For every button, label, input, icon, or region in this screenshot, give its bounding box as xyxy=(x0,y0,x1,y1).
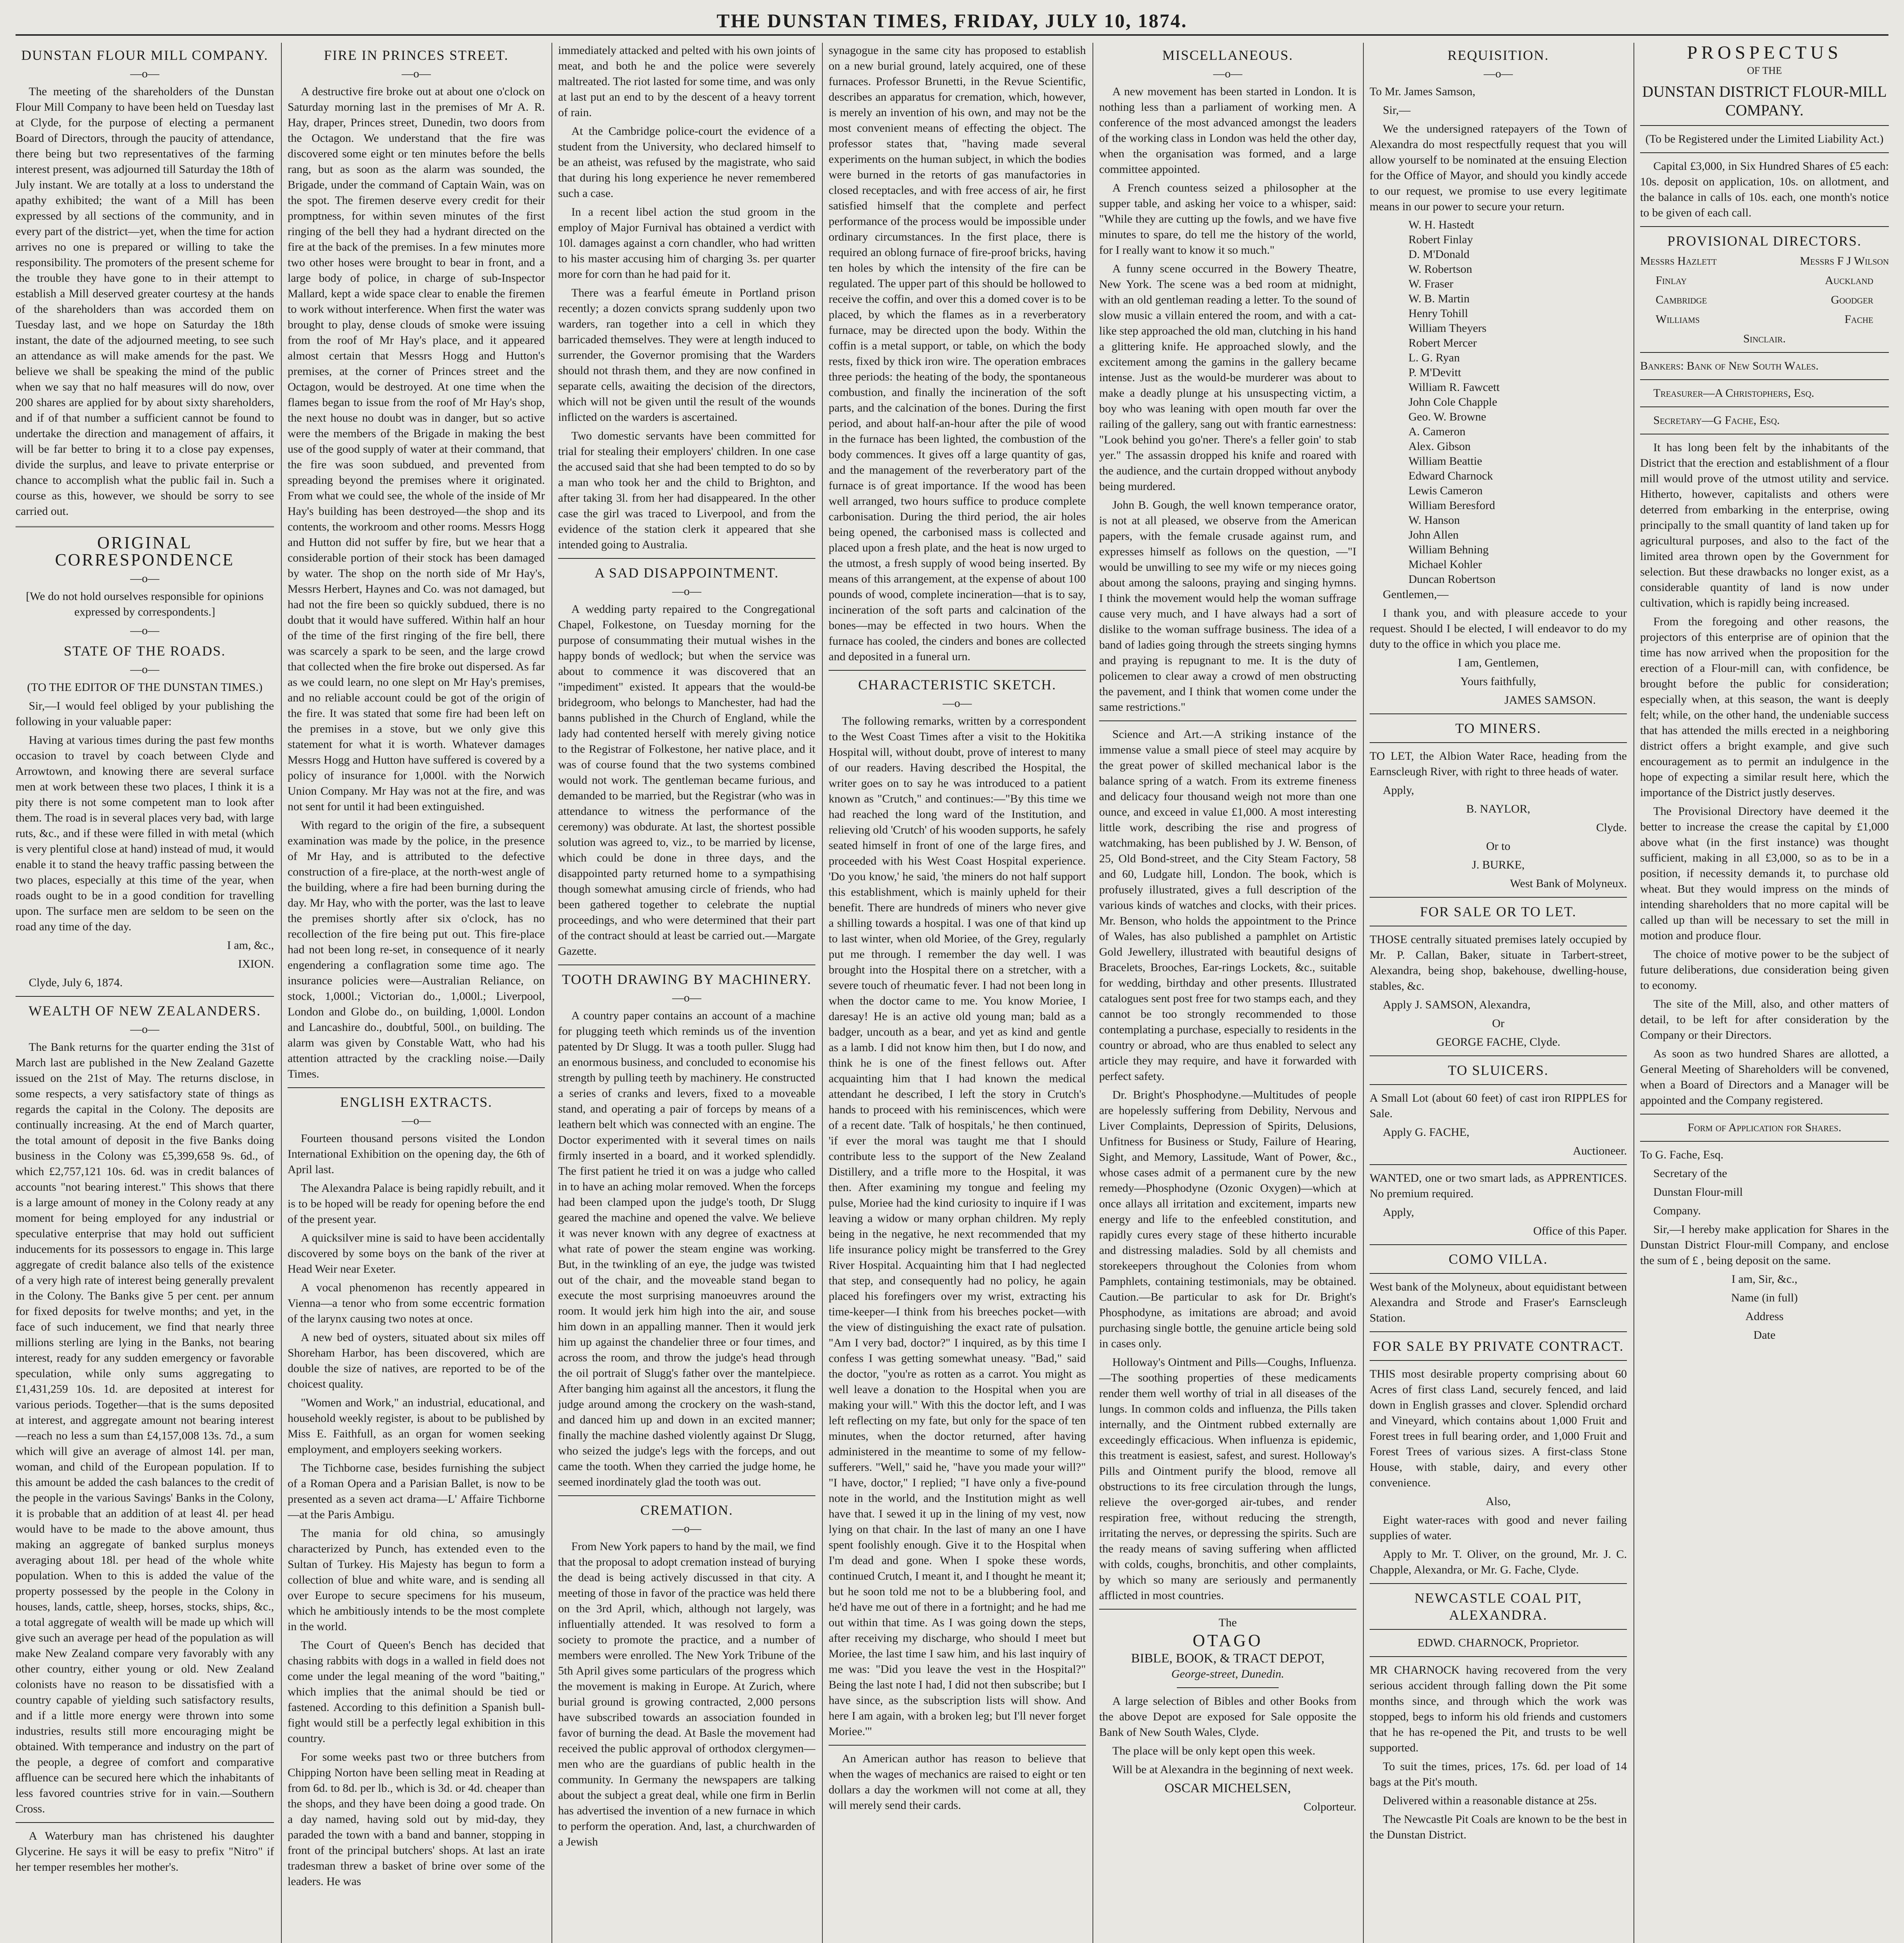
divider: —o— xyxy=(130,67,159,80)
ad-body: Also, xyxy=(1485,1495,1511,1508)
section-title: ORIGINAL CORRESPONDENCE xyxy=(55,533,235,569)
ad-heading: OTAGO xyxy=(1192,1631,1263,1650)
article-title: DUNSTAN FLOUR MILL COMPANY. xyxy=(21,47,269,63)
rule xyxy=(1370,1055,1627,1056)
article-body: Holloway's Ointment and Pills—Coughs, Influenza.—The soothing properties of these medicaments render them well worthy of trial in all diseases of the lungs. In common colds and influenza, the Pills taken internally, and the Ointment rubbed externally are exceedingly efficacious. When influenza is epidemic, this treatment is easiest, safest, and surest. Holloway's Pills and Ointment purify the blood, remove all obstructions to its free circulation through the lungs, relieve the over-gorged air-tubes, and render respiration free, without reducing the strength, irritating the nerves, or depressing the spirits. Such are the ready means of saving suffering when afflicted with colds, coughs, bronchitis, and other complaints, by which so many are seriously and permanently afflicted in most countries. xyxy=(1099,1356,1356,1602)
ad-body: A large selection of Bibles and other Books from the above Depot are exposed for Sale opposite the Bank of New South Wales, Clyde. xyxy=(1099,1695,1356,1739)
article-body: A destructive fire broke out at about one o'clock on Saturday morning last in the premises of Mr A. R. Hay, draper, Princes street, Dunedin, two doors from the Octagon. We understand that the fire was discovered some eight or ten minutes before the bells rang, but as soon as the alarm was sounded, the Brigade, under the command of Captain Wain, was on the spot. The firemen deserve every credit for their promptness, for within seven minutes of the first ringing of the bell they had a hydrant directed on the fire at the back of the premises. In a few minutes more two other hoses were brought to bear in front, and a large body of police, in charge of sub-Inspector Mallard, kept a wide space clear to enable the firemen to work without interference. When first the water was brought to play, dense clouds of smoke were issuing from the roof of Mr Hay's place, and it appeared almost certain that Messrs Hogg and Hutton's premises, at the corner of Princes street and the Octagon, would be destroyed. At one time when the flames began to issue from the roof of Mr Hay's shop, the next house no doubt was in danger, but so active were the members of the Brigade in making the best use of the good supply of water at their command, that the fire was soon subdued, and prevented from spreading beyond the premises where it originated. From what we could see, the whole of the inside of Mr Hay's building has been destroyed—the shop and its contents, the workroom and other rooms. Messrs Hogg and Hutton did not suffer by fire, but we hear that a considerable portion of their stock has been damaged by water. The shop on the north side of Mr Hay's, Messrs Herbert, Haynes and Co. was not damaged, but had not the fire been so quickly subdued, there is no doubt that it would have suffered. Within half an hour of the time of the first ringing of the fire bell, there was scarcely a spark to be seen, and the large crowd that collected when the fire broke out dispersed. As far as we could learn, no one slept on Mr Hay's premises, and no reliable account could be got of the origin of the fire. It was stated that some fire had been left on the premises in a stove, but we only give this statement for what it is worth. Whatever damages Messrs Hogg and Hutton have suffered is covered by a policy of insurance for 1,000l. with the Norwich Union Company. Mr Hay was not at the fire, and was not sent for until it had been extinguished. xyxy=(288,85,545,813)
divider: —o— xyxy=(672,1522,702,1535)
director-row xyxy=(1640,253,1889,269)
divider: —o— xyxy=(130,1023,159,1036)
ad-location: West Bank of Molyneux. xyxy=(1510,877,1627,890)
article-body: A funny scene occurred in the Bowery Theatre, New York. The scene was a bed room at midnight, with an old gentleman reading a letter. To the sound of slow music a villain entered the room, and with a cat-like step approached the old man, clutching in his hand a glittering knife. He approached slowly, and the excitement among the gamins in the gallery became intense. Just as the would-be murderer was about to make a deadly plunge at his unsuspecting victim, a boy who was leaning with open mouth far over the railing of the gallery, sang out with frantic earnestness: "Look behind you go'ner. There's a feller goin' to stab yer." The assassin dropped his knife and roared with the audience, and the curtain dropped without anybody being murdered. xyxy=(1099,262,1356,493)
ad-title: FOR SALE OR TO LET. xyxy=(1420,904,1577,919)
ad-title: TO MINERS. xyxy=(1455,720,1541,736)
article-body: John B. Gough, the well known temperance orator, is not at all pleased, we observe from the American papers, with the female crusade against rum, and expresses himself as follows on the question, —"I would be unwilling to see my wife or my nieces going about among the saloons, praying and singing hymns. I think the movement would help the woman suffrage cause very much, and I have always had a sort of dislike to the woman suffrage business. The idea of a band of ladies going through the streets singing hymns and praying is repugnant to me. It is the duty of policemen to clear away a crowd of men obstructing the pavement, and I think that women come under the same restrictions." xyxy=(1099,499,1356,713)
reply-closing: Yours faithfully, xyxy=(1460,675,1536,688)
ad-name: GEORGE FACHE, Clyde. xyxy=(1436,1036,1560,1048)
article-title: CREMATION. xyxy=(640,1502,733,1518)
column-7 xyxy=(1640,43,1889,1943)
signatory: Robert Mercer xyxy=(1408,337,1477,349)
form-field-address: Address xyxy=(1745,1310,1784,1323)
column-rule xyxy=(1633,43,1634,1943)
signatory: A. Cameron xyxy=(1408,425,1466,438)
rule xyxy=(1370,1360,1627,1361)
ad-body: A Small Lot (about 60 feet) of cast iron RIPPLES for Sale. xyxy=(1370,1092,1627,1120)
signatory: W. B. Martin xyxy=(1408,292,1470,305)
director-name: Fache xyxy=(1845,313,1873,326)
signatory: W. Robertson xyxy=(1408,263,1472,276)
prospectus-body: It has long been felt by the inhabitants of the District that the erection and establishment of a flour mill would prove of the utmost utility and service. Hitherto, however, capitalists and others were deterred from embarking in the enterprise, owing principally to the small quantity of land taken up for agricultural purposes, and also to the fact of the limited area thrown open by the Government for selection. But these drawbacks no longer exist, as a considerable quantity of land is now under cultivation, which is rapidly being increased. xyxy=(1640,441,1889,609)
divider: —o— xyxy=(672,585,702,598)
rule xyxy=(1640,406,1889,407)
letter-closing: I am, &c., xyxy=(227,939,274,952)
article-body: At the Cambridge police-court the evidence of a student from the University, who declared himself to be an atheist, was refused by the magistrate, who said that during his long experience he never remembered such a case. xyxy=(558,125,815,200)
ad-heading-small: The xyxy=(1218,1616,1237,1629)
ad-role: Colporteur. xyxy=(1304,1800,1356,1813)
ad-signature: OSCAR MICHELSEN, xyxy=(1164,1781,1291,1795)
ad-name: B. NAYLOR, xyxy=(1466,802,1531,815)
article-body: The following remarks, written by a correspondent to the West Coast Times after a visit to the Hokitika Hospital will, without doubt, prove of interest to many of our readers. Having described the Hospital, the writer goes on to say he was introduced to a patient known as "Crutch," and continues:—"By this time we had reached the long ward of the Institution, and relieving old 'Crutch' of his wooden supports, he safely seated himself in front of one of the large fires, and proceeded with his West Coast Hospital experience. 'Do you know,' he said, 'the miners do not half support this establishment, which is mainly upheld for their benefit. There are hundreds of miners who never give a shilling towards a hospital. I was one of that kind up to last winter, when old Moriee, of the Grey, regularly put me through. I remember the day well. I was brought into the Hospital there on a stretcher, with a severe touch of rheumatic fever. I had not been long in when the doctor came to me. You know Moriee, I daresay! He is an active old young man; bald as a badger, uncouth as a bear, and yet as kind and gentle as a lamb. I did not know him then, but I do now, and think he is one of the finest fellows out. After acquainting him that I had known the medical attendant he described, I left the story in Crutch's hands to proceed with his reminiscences, which were of a recent date. 'Talk of hospitals,' he then continued, 'if ever the moral was taught me that I should contribute less to the support of the New Zealand Distillery, and a trifle more to the Hospital, it was then. After examining my tongue and feeling my pulse, Moriee had the kind curiosity to inquire if I was leaving a widow or many orphan children. My reply being in the negative, he next recommended that my life insurance policy might be transferred to the Grey River Hospital. Acquainting him that I had neglected that step, and consequently had no policy, he again placed his forefingers over my wrist, extracting his time-keeper—I think from his breeches pocket—with the view of distinguishing the exact rate of pulsation. "Am I very bad, doctor?" I inquired, as by this time I confess I was getting somewhat uneasy. "Bad," said the doctor, "you're as rotten as a carrot. You might as well leave a donation to the Hospital when you are making your will." With this the doctor left, and I was left reflecting on my fate, but only for the space of ten minutes, when the doctor returned, after having administered in the meantime to some of my fellow-sufferers. "Well," said he, "have you made your will?" "I have, doctor," I replied; "I have only a five-pound note in the world, and the Institution might as well have that. I sewed it up in the lining of my vest, now lying on that chair. In the last of many an one I have spent foolishly enough. Give it to the Hospital when I'm dead and gone. When I spoke these words, continued Crutch, I meant it, and I thought he meant it; but he soon told me not to be a blubbering fool, and he'd have me out of there in a fortnight; and he had me out within that time. As I was going down the steps, after receiving my discharge, who should I meet but Moriee, the last time I saw him, and his last inquiry of me was: "Did you leave the vest in the Hospital?" Being the last note I had, I did not then subscribe; but I have since, as the subscription lists will show. And here I am again, with a broken leg; but I'll never forget Moriee.'" xyxy=(829,715,1086,1738)
signatory: W. Fraser xyxy=(1408,277,1454,290)
signatory: John Allen xyxy=(1408,528,1459,541)
form-closing: I am, Sir, &c., xyxy=(1731,1273,1798,1285)
article-body: "Women and Work," an industrial, educational, and household weekly register, is about to be published by Miss E. Faithfull, as an organ for women seeking employment, and employers seeking workers. xyxy=(288,1396,545,1456)
reply-salutation: Gentlemen,— xyxy=(1383,588,1449,601)
article-title: MISCELLANEOUS. xyxy=(1162,47,1293,63)
rule xyxy=(1370,713,1627,714)
article-body: The Tichborne case, besides furnishing the subject of a Roman Opera and a Parisian Ballet, is now to be presented as a seven act drama—L' Affaire Tichborne—at the Paris Ambigu. xyxy=(288,1462,545,1521)
rule xyxy=(1640,1114,1889,1115)
article-body: There was a fearful émeute in Portland prison recently; a dozen convicts sprang suddenly upon two warders, ran together into a cell in which they barricaded themselves. They were at length induced to surrender, the Governor promising that the Warders should not thrash them, and they are now confined in separate cells, awaiting the decision of the directors, which will not be given until the result of the wounds inflicted on the warders is ascertained. xyxy=(558,286,815,424)
prospectus-body: As soon as two hundred Shares are allotted, a General Meeting of Shareholders will be convened, when a Board of Directors and a Manager will be appointed and the Company registered. xyxy=(1640,1047,1889,1107)
capital-statement: Capital £3,000, in Six Hundred Shares of £5 each: 10s. deposit on application, 10s. on allotment, and the balance in calls of 10s. each, one month's notice to be given of each call. xyxy=(1640,160,1889,219)
ad-apply: Apply, xyxy=(1383,1206,1414,1219)
article-body: Dr. Bright's Phosphodyne.—Multitudes of people are hopelessly suffering from Debility, Nervous and Liver Complaints, Depression of Spirits, Delusions, Unfitness for Business or Study, Failure of Hearing, Sight, and Memory, Lassitude, Want of Power, &c., whose cases admit of a permanent cure by the new remedy—Phosphodyne (Ozonic Oxygen)—which at once allays all irritation and excitement, imparts new energy and life to the enfeebled constitution, and rapidly cures every stage of these hitherto incurable and distressing maladies. Sold by all chemists and storekeepers throughout the Colonies from whom Pamphlets, containing testimonials, may be obtained. Caution.—Be particular to ask for Dr. Bright's Phosphodyne, as imitations are abroad; and avoid purchasing single bottle, the genuine article being sold in cases only. xyxy=(1099,1088,1356,1350)
article-body: Having at various times during the past few months occasion to travel by coach between Clyde and Arrowtown, and knowing there are several surface men at work between these two places, I think it is a pity there is not some competent man to look after them. The road is in several places very bad, with large ruts, &c., and if these were filled in with metal (which is very plentiful close at hand) instead of mud, it would enable it to stand the heavy traffic passing between the two places, especially at this time of the year, when roads ought to be in a good condition for travelling upon. The surface men are seldom to be seen on the road any time of the day. xyxy=(16,734,274,933)
letter-address: (TO THE EDITOR OF THE DUNSTAN TIMES.) xyxy=(27,681,263,694)
article-body: The meeting of the shareholders of the Dunstan Flour Mill Company to have been held on Tuesday last at Clyde, for the purpose of electing a permanent Board of Directors, through the paucity of attendance, there being but two representatives of the farming interest present, was adjourned till Saturday the 18th of July instant. We are totally at a loss to understand the apathy exhibited; the want of a Mill has been expressed by all sections of the community, and in every part of the district—yet, when the time for action arrives no one is prepared or willing to take the responsibility. The promoters of the present scheme for the trouble they have gone to in their attempt to establish a Mill deserved greater courtesy at the hands of the shareholders than was accorded them on Tuesday last, and we hope on Saturday the 18th instant, the date of the adjourned meeting, to see such an attendance as will make amends for the past. We believe we shall be speaking the mind of the public when we say that no half measures will do now, over 200 shares are applied for by about sixty shareholders, and if of that number a sufficient cannot be found to undertake the direction and management of affairs, it will be far better to bring it to a close pay expenses, divide the surplus, and leave to private enterprise or chance to accomplish what the public fail in. Such a course as this, however, we should be sorry to see carried out. xyxy=(16,85,274,518)
rule xyxy=(1177,1687,1279,1688)
article-body: The Bank returns for the quarter ending the 31st of March last are published in the New Zealand Gazette issued on the 21st of May. The returns disclose, in some respects, a very satisfactory state of things as regards the capital in the Colony. The deposits are continually increasing. At the end of March quarter, the total amount of deposit in the five Banks doing business in the Colony was £5,399,658 9s. 6d., of which £2,757,121 10s. 6d. was in credit balances of accounts "not bearing interest." This shows that there is a large amount of money in the Colony ready at any moment for being employed for any industrial or speculative enterprise that may hold out sufficient inducements for its possessors to engage in. This large aggregate of credit balance also tells of the existence of a very high rate of interest being generally prevalent in the Colony. The Banks give 5 per cent. per annum for fixed deposits for twelve months; and yet, in the face of such inducement, we find that nearly three millions sterling are lying in the Banks, not bearing interest, ready for any sudden emergency or favorable speculation, while only sums aggregating to £1,431,259 10s. 1d. are deposited at interest for various periods. Together—that is the sums deposited at interest, and aggregate amount not bearing interest—reach no less a sum than £4,157,008 13s. 7d., a sum which will give an average of almost 14l. per man, woman, and child of the European population. If to this amount be added the cash balances to the credit of the people in the various Savings' Banks in the Colony, it is probable that an addition of at least 4l. per head would have to be made to the above amount, thus making an aggregate of banked surplus moneys averaging about 18l. per head of the whole white population. When to this is added the value of the property possessed by the people in the Colony in houses, lands, cattle, sheep, horses, stocks, ships, &c., a total aggregate of wealth will be made up which will give such an average per head of the population as will make New Zealand compare very favorably with any other country, either young or old. New Zealand colonists have no reason to be dissatisfied with a country capable of yielding such satisfactory results, and if a little more energy were thrown into some industries, results still more encouraging might be obtained. With temperance and industry on the part of the people, a degree of comfort and comparative affluence can be secured here which the inhabitants of less favored countries strive for in vain.—Southern Cross. xyxy=(16,1041,274,1815)
ad-body: WANTED, one or two smart lads, as APPRENTICES. No premium required. xyxy=(1370,1172,1627,1200)
director-name: Auckland xyxy=(1825,274,1873,287)
ad-body: MR CHARNOCK having recovered from the very serious accident through falling down the Pit some months since, and through which the work was stopped, begs to inform his old friends and customers that he has re-opened the Pit, and trusts to be well supported. xyxy=(1370,1664,1627,1754)
ad-role: Auctioneer. xyxy=(1572,1144,1627,1157)
signatory: Edward Charnock xyxy=(1408,469,1493,482)
form-field-date: Date xyxy=(1753,1329,1776,1341)
signatory: William R. Fawcett xyxy=(1408,381,1500,394)
form-addressee: Secretary of the xyxy=(1653,1167,1727,1180)
reply-body: I thank you, and with pleasure accede to your request. Should I be elected, I will endeavor to do my duty to the office in which you place me. xyxy=(1370,607,1627,651)
signatory: Henry Tohill xyxy=(1408,307,1468,320)
rule xyxy=(829,1745,1086,1746)
rule xyxy=(1640,152,1889,153)
ad-body: The Newcastle Pit Coals are known to be the best in the Dunstan District. xyxy=(1370,1813,1627,1841)
column-rule xyxy=(281,43,282,1943)
prospectus-title: PROSPECTUS xyxy=(1687,43,1842,63)
form-title: Form of Application for Shares. xyxy=(1688,1121,1841,1134)
prospectus-body: The Provisional Directory have deemed it the better to increase the crease the capital by £1,000 above what (in the first instance) was thought sufficient, making in all £3,000, so as to be in a position, if necessity demands it, to purchase old wheat. But they would impress on the minds of intending shareholders that no more capital will be called up than will be necessary to set the mill in motion and produce flour. xyxy=(1640,805,1889,942)
rule xyxy=(558,1495,815,1496)
rule xyxy=(1099,720,1356,721)
article-title: TOOTH DRAWING BY MACHINERY. xyxy=(562,972,812,987)
divider: —o— xyxy=(130,624,159,637)
director-name: Finlay xyxy=(1656,274,1687,287)
rule xyxy=(1370,1583,1627,1584)
article-body: Sir,—I would feel obliged by your publishing the following in your valuable paper: xyxy=(16,699,274,728)
directors-title: PROVISIONAL DIRECTORS. xyxy=(1667,233,1862,249)
rule xyxy=(1370,1164,1627,1165)
rule xyxy=(1370,1084,1627,1085)
ad-location: Clyde. xyxy=(1596,821,1627,834)
director-name: Williams xyxy=(1656,313,1700,326)
rule xyxy=(16,1822,274,1823)
requisition-body: We the undersigned ratepayers of the Town of Alexandra do most respectfully request that you will allow yourself to be nominated at the ensuing Election for the Office of Mayor, and should you kindly accede to our request, we promise to use every legitimate means in our power to secure your return. xyxy=(1370,122,1627,213)
rule xyxy=(1640,125,1889,126)
article-body: From New York papers to hand by the mail, we find that the proposal to adopt cremation instead of burying the dead is being actively discussed in that city. A meeting of those in favor of the practice was held there on the 3rd April, which, although not largely, was influentially attended. It was resolved to form a society to promote the practice, and a number of members were enrolled. The New York Tribune of the 5th April gives some particulars of the progress which the movement is making in Europe. At Zurich, where burial ground is growing contracted, 2,000 persons have subscribed towards an association founded in favor of burning the dead. At Basle the movement had received the public approval of orthodox clergymen—men who are the guardians of public health in the community. In Germany the newspapers are talking about the subject a great deal, while one firm in Berlin has advertised the invention of a new furnace in which to perform the operation. And, last, a churchwarden of a Jewish xyxy=(558,1540,815,1848)
rule xyxy=(1640,226,1889,227)
reply-signature: JAMES SAMSON. xyxy=(1504,694,1596,706)
signatory: Lewis Cameron xyxy=(1408,484,1483,497)
rule xyxy=(1640,379,1889,380)
signatory: William Behning xyxy=(1408,543,1489,556)
column-3 xyxy=(558,43,815,1943)
article-body: A new movement has been started in London. It is nothing less than a parliament of working men. A conference of the most advanced amongst the leaders of the working class in London was held the other day, when the organisation was formed, and a large committee appointed. xyxy=(1099,85,1356,176)
rule xyxy=(1370,1273,1627,1274)
divider: —o— xyxy=(401,1114,431,1127)
column-rule xyxy=(1363,43,1364,1943)
editor-note: [We do not hold ourselves responsible for opinions expressed by correspondents.] xyxy=(26,590,264,618)
secretary: Secretary—G Fache, Esq. xyxy=(1653,414,1780,427)
signatory: D. M'Donald xyxy=(1408,248,1470,261)
signatory: W. Hanson xyxy=(1408,514,1460,527)
divider: —o— xyxy=(672,991,702,1004)
rule xyxy=(1370,1629,1627,1630)
signatory: Alex. Gibson xyxy=(1408,440,1471,453)
article-body: Two domestic servants have been committed for trial for stealing their employers' children. In one case the accused said that she had been tempted to do so by a man who took her and the child to Brighton, and after taking 3l. from her had disappeared. In the other case the girl was traced to Liverpool, and from the evidence of the station clerk it appeared that she intended going to Australia. xyxy=(558,429,815,551)
article-title: WEALTH OF NEW ZEALANDERS. xyxy=(28,1003,261,1019)
column-rule xyxy=(551,43,552,1943)
ad-apply: Apply J. SAMSON, Alexandra, xyxy=(1383,998,1531,1011)
ad-subheading: BIBLE, BOOK, & TRACT DEPOT, xyxy=(1131,1651,1325,1666)
column-rule xyxy=(1092,43,1093,1943)
column-1 xyxy=(16,43,274,1943)
rule xyxy=(16,526,274,527)
rule xyxy=(1370,742,1627,743)
signatory: Michael Kohler xyxy=(1408,558,1482,571)
article-body: An American author has reason to believe that when the wages of mechanics are raised to eight or ten dollars a day the workmen will not come at all, they will merely send their cards. xyxy=(829,1752,1086,1812)
rule xyxy=(16,996,274,997)
ad-body: The place will be only kept open this week. xyxy=(1112,1744,1316,1757)
article-body: A French countess seized a philosopher at the supper table, and asking her voice to a whisper, said: "While they are cutting up the fowls, and we have five minutes to spare, do tell me the history of the world, for I really want to know it so much." xyxy=(1099,181,1356,256)
form-addressee: To G. Fache, Esq. xyxy=(1640,1148,1724,1161)
ad-body: THOSE centrally situated premises lately occupied by Mr. P. Callan, Baker, situate in Tarbert-street, Alexandra, being shop, bakehouse, dwelling-house, stables, &c. xyxy=(1370,933,1627,992)
article-body: A quicksilver mine is said to have been accidentally discovered by some boys on the bank of the river at Head Weir near Exeter. xyxy=(288,1231,545,1275)
ad-location: Office of this Paper. xyxy=(1533,1224,1627,1237)
article-title: ENGLISH EXTRACTS. xyxy=(340,1094,492,1110)
article-body: A new bed of oysters, situated about six miles off Shoreham Harbor, has been discovered, which are double the size of natives, are reported to be of the choicest quality. xyxy=(288,1331,545,1390)
ad-title: FOR SALE BY PRIVATE CONTRACT. xyxy=(1372,1338,1624,1354)
prospectus-body: The site of the Mill, also, and other matters of detail, to be left for after consideration by the Company or their Directors. xyxy=(1640,998,1889,1041)
ad-address: George-street, Dunedin. xyxy=(1171,1667,1284,1680)
prospectus-body: From the foregoing and other reasons, the projectors of this enterprise are of opinion that the time has now arrived when the proposition for the erection of a Flour-mill can, with confidence, be brought before the public for consideration; especially when, at this season, the want is deeply felt; while, on the other hand, the undeniable success that has attended the mills erected in a neighboring district offers a bright example, and give such encouragement as to permit an indulgence in the hope of expecting a similar result here, which the importance of the District justly deserves. xyxy=(1640,615,1889,799)
ad-body: Delivered within a reasonable distance at 25s. xyxy=(1383,1794,1597,1807)
signatory: William Theyers xyxy=(1408,322,1487,335)
column-6 xyxy=(1370,43,1627,1943)
rule xyxy=(1640,352,1889,353)
requisition-salutation: Sir,— xyxy=(1383,104,1411,117)
column-2 xyxy=(288,43,545,1943)
bankers: Bankers: Bank of New South Wales. xyxy=(1640,359,1819,372)
masthead: THE DUNSTAN TIMES, FRIDAY, JULY 10, 1874. xyxy=(16,7,1888,36)
article-body: Fourteen thousand persons visited the London International Exhibition on the opening day, the 6th of April last. xyxy=(288,1132,545,1176)
signatory: John Cole Chapple xyxy=(1408,396,1497,408)
article-title: STATE OF THE ROADS. xyxy=(64,643,226,659)
ad-title: COMO VILLA. xyxy=(1449,1251,1548,1267)
divider: —o— xyxy=(942,697,972,710)
ad-or: Or xyxy=(1492,1017,1504,1030)
reply-closing: I am, Gentlemen, xyxy=(1457,656,1539,669)
form-addressee: Dunstan Flour-mill xyxy=(1653,1186,1743,1198)
divider: —o— xyxy=(130,663,159,676)
rule xyxy=(1370,1244,1627,1245)
rule xyxy=(558,558,815,559)
rule xyxy=(288,1087,545,1088)
form-addressee: Company. xyxy=(1653,1204,1701,1217)
ad-apply: Apply G. FACHE, xyxy=(1383,1126,1469,1139)
ad-body: Apply to Mr. T. Oliver, on the ground, Mr. J. C. Chapple, Alexandra, or Mr. G. Fache, Clyde. xyxy=(1370,1548,1627,1576)
article-title: FIRE IN PRINCES STREET. xyxy=(324,47,509,63)
ad-body: West bank of the Molyneux, about equidistant between Alexandra and Strode and Fraser's Earnscleugh Station. xyxy=(1370,1280,1627,1324)
article-title: CHARACTERISTIC SKETCH. xyxy=(858,677,1057,692)
ad-body: THIS most desirable property comprising about 60 Acres of first class Land, securely fenced, and laid down in English grasses and clover. Splendid orchard and Vineyard, which contains about 1,000 Fruit and Forest trees in full bearing order, and 1,000 Fruit and Forest Trees of various sizes. A first-class Stone House, with stable, dairy, and every other convenience. xyxy=(1370,1367,1627,1489)
form-body: Sir,—I hereby make application for Shares in the Dunstan District Flour-mill Company, and enclose the sum of £ , being deposit on the same. xyxy=(1640,1223,1889,1267)
treasurer: Treasurer—A Christophers, Esq. xyxy=(1653,387,1815,399)
article-body: A vocal phenomenon has recently appeared in Vienna—a tenor who from some eccentric formation of the larynx causing two notes at once. xyxy=(288,1281,545,1325)
rule xyxy=(1099,1609,1356,1610)
article-title: A SAD DISAPPOINTMENT. xyxy=(594,565,779,581)
divider: —o— xyxy=(401,67,431,80)
rule xyxy=(1370,1656,1627,1657)
article-body: The Alexandra Palace is being rapidly rebuilt, and it is to be hoped will be ready for opening before the end of the present year. xyxy=(288,1182,545,1226)
signatory: W. H. Hastedt xyxy=(1408,218,1474,231)
article-body: synagogue in the same city has proposed to establish on a new burial ground, lately acquired, one of these furnaces. Professor Brunetti, in the Revue Scientific, describes an apparatus for cremation, which, however, is merely an invention of his own, and may not be the most convenient means of effecting the object. The professor states that, "having made several experiments on the human subject, in which the bodies were burned in the retorts of gas manufactories in closed receptacles, and with free access of air, he first satisfied himself that the complete and perfect performance of the process would be impossible under ordinary circumstances. In the first place, there is required an oblong furnace of fire-proof bricks, having ten holes by which the intensity of the fire can be regulated. The upper part of this should be hollowed to receive the coffin, and over this a domed cover is to be placed, by which the flames as in a reverberatory furnace, may be directed upon the body. Within the coffin is a metal support, or table, on which the body rests, fixed by thick iron wire. The operation embraces three periods: the heating of the body, the spontaneous combustion, and finally the incineration of the soft parts, and the calcination of the bones. During the first period, and about half-an-hour after the pile of wood in the furnace has been lighted, the combustion of the body commences. It gives off a large quantity of gas, and the management of the reverberatory part of the furnace is of great importance. If the wood has been well arranged, two hours suffice to produce complete carbonisation. During the third period, the air holes being opened, the carbonised mass is collected and placed upon a fresh plate, and the heat is now urged to the utmost, a fresh supply of wood being inserted. By means of this arrangement, at the expense of about 100 pounds of wood, complete incineration—that is to say, incineration of the soft parts and calcination of the bones—may be effected in two hours. When the furnace has cooled, the cinders and bones are collected and deposited in a funeral urn. xyxy=(829,44,1086,663)
ad-title: REQUISITION. xyxy=(1447,47,1549,63)
ad-body: Will be at Alexandra in the beginning of next week. xyxy=(1112,1763,1354,1776)
article-body: The Court of Queen's Bench has decided that chasing rabbits with dogs in a walled in field does not come under the legal meaning of the word "baiting," which implies that the animal should be tied or fastened. According to this definition a Spanish bull-fight would still be a perfectly legal exhibition in this country. xyxy=(288,1639,545,1745)
article-body: Science and Art.—A striking instance of the immense value a small piece of steel may acquire by the great power of skilled mechanical labor is the balance spring of a watch. From its extreme fineness and delicacy four thousand weigh not more than one ounce, and exceed in value £1,000. A most interesting little work, describing the rise and progress of watchmaking, has been published by J. W. Benson, of 25, Old Bond-street, and the City Steam Factory, 58 and 60, Ludgate hill, London. The book, which is profusely illustrated, gives a full description of the various kinds of watches and clocks, with their prices. Mr. Benson, who holds the appointment to the Prince of Wales, has also published a pamphlet on Artistic Gold Jewellery, illustrated with beautiful designs of Bracelets, Brooches, Ear-rings Lockets, &c., suitable for wedding, birthday and other presents. Illustrated catalogues sent post free for two stamps each, and they cannot be too strongly recommended to those contemplating a purchase, especially to residents in the country or abroad, who are thus enabled to select any article they may require, and have it forwarded with perfect safety. xyxy=(1099,728,1356,1083)
column-4 xyxy=(829,43,1086,1943)
signatory: Robert Finlay xyxy=(1408,233,1473,246)
article-body: With regard to the origin of the fire, a subsequent examination was made by the police, in the presence of Mr Hay, and is attributed to the defective construction of a fire-place, at the north-west angle of the building, where a fire had been burning during the day. Mr Hay, who with the porter, was the last to leave the premises shortly after six o'clock, has no recollection of the fire being put out. This fire-place had not been long re-set, in consequence of it nearly engendering a conflagration some time ago. The insurance policies were—Australian Reliance, on stock, 1,000l.; Victorian do., 1,000l.; Liverpool, London and Globe do., on building, 1,000l. London and Lancashire do., doubtful, 500l., on building. The alarm was given by Constable Watt, who had his attention attracted by the crackling noise.—Daily Times. xyxy=(288,819,545,1080)
director-name: Sinclair. xyxy=(1743,332,1786,345)
rule xyxy=(1370,897,1627,898)
divider: —o— xyxy=(1483,67,1513,80)
column-5 xyxy=(1099,43,1356,1943)
divider: —o— xyxy=(1213,67,1243,80)
ad-body: To suit the times, prices, 17s. 6d. per load of 14 bags at the Pit's mouth. xyxy=(1370,1760,1627,1788)
director-name: Messrs F J Wilson xyxy=(1799,255,1889,267)
signatory: Geo. W. Browne xyxy=(1408,410,1486,423)
director-name: Cambridge xyxy=(1656,293,1707,306)
signatory: L. G. Ryan xyxy=(1408,351,1460,364)
ad-apply: Apply, xyxy=(1383,784,1414,797)
signatory: P. M'Devitt xyxy=(1408,366,1461,379)
article-body: immediately attacked and pelted with his own joints of meat, and both he and the police were severely maltreated. The riot lasted for some time, and was only at last put an end to by the descent of a heavy torrent of rain. xyxy=(558,44,815,119)
rule xyxy=(1640,1141,1889,1142)
article-body: For some weeks past two or three butchers from Chipping Norton have been selling meat in Reading at from 6d. to 8d. per lb., which is 3d. or 4d. cheaper than the shops, and they have been doing a good trade. On a day named, having sold out by mid-day, they paraded the town with a band and banner, stopping in front of the principal butchers' shops. At last an irate tradesman threw a basket of brine over some of the leaders. He was xyxy=(288,1751,545,1888)
rule xyxy=(829,670,1086,671)
letter-date: Clyde, July 6, 1874. xyxy=(29,976,123,989)
article-body: In a recent libel action the stud groom in the employ of Major Furnival has obtained a verdict with 10l. damages against a corn chandler, who had written to his master accusing him of charging 3s. per quarter more for corn than he had paid for it. xyxy=(558,206,815,281)
article-body: A Waterbury man has christened his daughter Glycerine. He says it will be easy to prefix "Nitro" if her temper resembles her mother's. xyxy=(16,1830,274,1873)
ad-title: TO SLUICERS. xyxy=(1448,1062,1549,1078)
ad-or: Or to xyxy=(1486,840,1511,853)
director-row xyxy=(1640,273,1889,288)
letter-signature: IXION. xyxy=(238,958,274,970)
director-row xyxy=(1640,312,1889,327)
director-name: Goodger xyxy=(1831,293,1873,306)
signatory: Duncan Robertson xyxy=(1408,573,1496,586)
director-name: Messrs Hazlett xyxy=(1640,255,1717,267)
divider: —o— xyxy=(130,572,159,585)
article-body: A wedding party repaired to the Congregational Chapel, Folkestone, on Tuesday morning for the purpose of consummating their mutual wishes in the happy bonds of wedlock; but when the service was about to commence it was discovered that an "impediment" existed. It appears that the would-be bridegroom, who belongs to Manchester, had had the banns published in the Church of England, while the lady had contented herself with merely giving notice to the Registrar of Folkestone, her native place, and it was of course found that the two systems combined would not work. The gentleman became furious, and demanded to be married, but the Registrar (who was in attendance to witness the performance of the ceremony) was obdurate. At last, the shortest possible solution was agreed to, viz., to be married by license, which could be done in three days, and the disappointed party returned home to a sympathising though somewhat amusing circle of friends, who had been gathered together to celebrate the nuptial proceedings, and who were determined that their part of the contract should at least be carried out.—Margate Gazette. xyxy=(558,603,815,958)
director-row xyxy=(1640,292,1889,308)
form-field-name: Name (in full) xyxy=(1731,1291,1798,1304)
ad-name: J. BURKE, xyxy=(1472,858,1525,871)
signatory: William Beresford xyxy=(1408,499,1495,512)
column-rule xyxy=(822,43,823,1943)
article-body: A country paper contains an account of a machine for plugging teeth which reminds us of the invention patented by Dr Slugg. It was a tooth puller. Slugg had an enormous business, and concluded to economise his strength by pulling teeth by machinery. He constructed a series of cranks and levers, fixed to a moveable stand, and operating a pair of forceps by means of a leathern belt which was connected with an engine. The Doctor experimented with it several times on nails firmly inserted in a board, and it worked splendidly. The first patient he tried it on was a judge who called in to have an aching molar removed. When the forceps had been clamped upon the judge's tooth, Dr Slugg geared the machine and opened the valve. We believe it was never known with any degree of exactness at what rate of power the steam engine was working. But, in the twinkling of an eye, the judge was twisted out of the chair, and the moveable stand began to execute the most surprising manoeuvres around the room. It would jerk him high into the air, and souse him down in an appalling manner. Then it would jerk him up against the chandelier three or four times, and across the room, and throw the judge's head through the oil portrait of Slugg's father over the mantelpiece. After banging him against all the ancestors, it flung the judge around among the crockery on the wash-stand, and danced him up and down in an excited manner; finally the machine dashed violently against Dr Slugg, who seized the judge's legs with the forceps, and out came the tooth. When they carried the judge home, he seemed inordinately glad the tooth was out. xyxy=(558,1009,815,1488)
ad-body: Eight water-races with good and never failing supplies of water. xyxy=(1370,1514,1627,1542)
signatory-list xyxy=(1370,218,1627,587)
registration-note: (To be Registered under the Limited Liability Act.) xyxy=(1645,133,1884,145)
ad-owner: EDWD. CHARNOCK, Proprietor. xyxy=(1417,1636,1579,1649)
article-body: The mania for old china, so amusingly characterized by Punch, has extended even to the Sultan of Turkey. His Majesty has begun to form a collection of blue and white ware, and is sending all over Europe to secure specimens for his museum, which he ambitiously intends to be the most complete in the world. xyxy=(288,1527,545,1633)
ad-title: NEWCASTLE COAL PIT, ALEXANDRA. xyxy=(1414,1590,1582,1623)
ad-body: TO LET, the Albion Water Race, heading from the Earnscleugh River, with right to three heads of water. xyxy=(1370,750,1627,778)
requisition-to: To Mr. James Samson, xyxy=(1370,85,1476,98)
rule xyxy=(1370,1331,1627,1332)
signatory: William Beattie xyxy=(1408,455,1482,467)
company-name: DUNSTAN DISTRICT FLOUR-MILL COMPANY. xyxy=(1642,83,1887,119)
prospectus-of: OF THE xyxy=(1747,65,1782,76)
prospectus-body: The choice of motive power to be the subject of future deliberations, due consideration being given to economy. xyxy=(1640,948,1889,992)
